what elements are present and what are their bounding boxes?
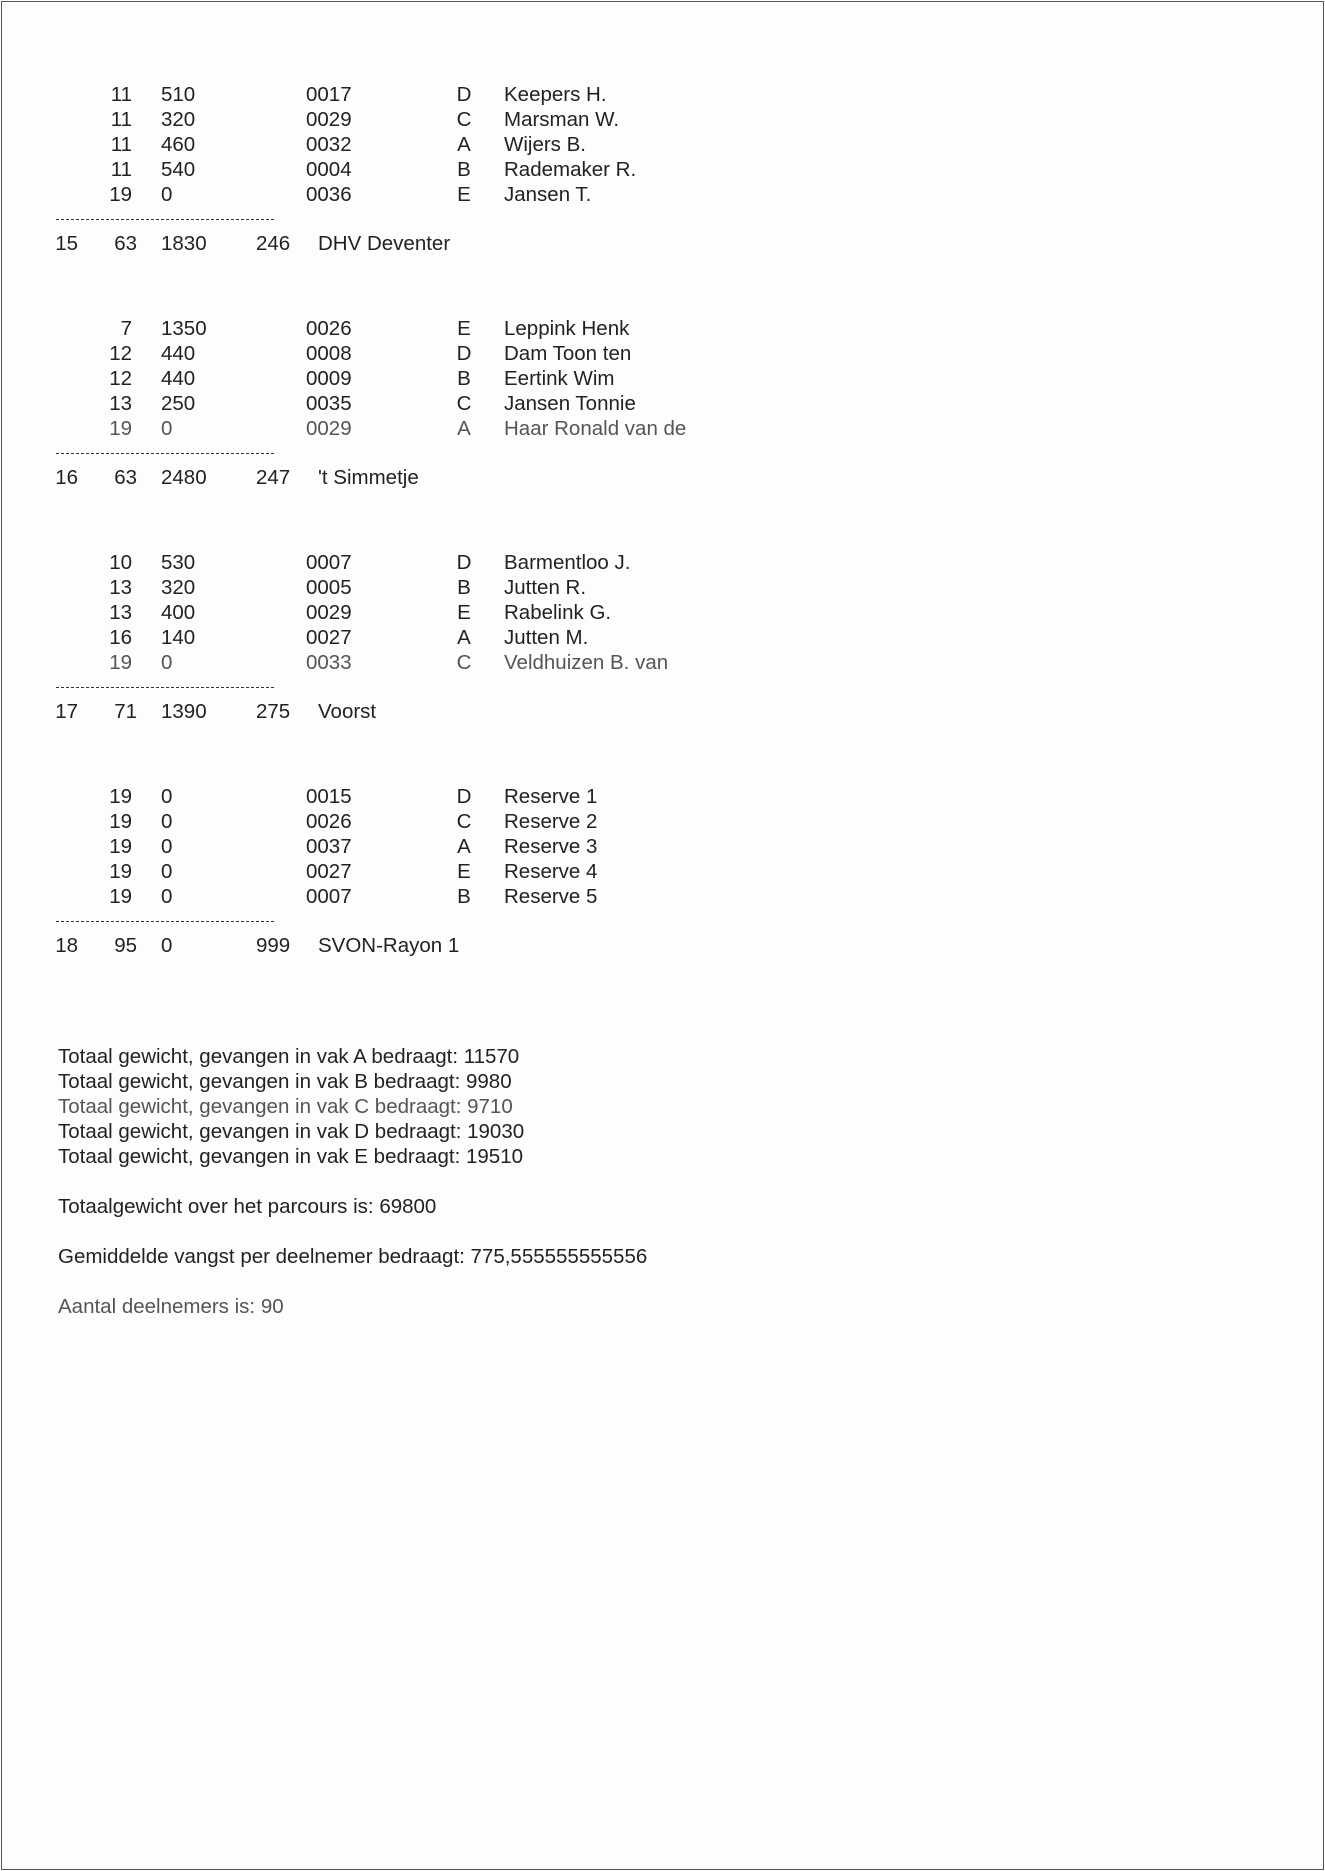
team-summary bbox=[2, 698, 902, 726]
member-place: 19 bbox=[109, 785, 132, 808]
member-vak: E bbox=[457, 183, 471, 206]
member-place: 12 bbox=[109, 342, 132, 365]
team-weight: 1390 bbox=[161, 700, 207, 723]
member-place: 19 bbox=[109, 183, 132, 206]
team-weight: 1830 bbox=[161, 232, 207, 255]
spacer bbox=[58, 1169, 647, 1194]
member-weight: 460 bbox=[161, 133, 196, 156]
team-name: 't Simmetje bbox=[318, 466, 419, 489]
team-code: 246 bbox=[256, 232, 291, 255]
member-row bbox=[2, 316, 902, 341]
member-vak: D bbox=[456, 342, 472, 365]
member-weight: 440 bbox=[161, 342, 196, 365]
member-row bbox=[2, 341, 902, 366]
team-summary bbox=[2, 230, 902, 258]
member-weight: 0 bbox=[161, 651, 173, 674]
member-weight: 1350 bbox=[161, 317, 207, 340]
team-divider bbox=[56, 921, 274, 922]
member-place: 19 bbox=[109, 885, 132, 908]
member-place: 19 bbox=[109, 417, 132, 440]
vak-total-e: Totaal gewicht, gevangen in vak E bedraagt: 19510 bbox=[58, 1145, 523, 1168]
member-name: Jutten M. bbox=[504, 626, 589, 649]
member-row bbox=[2, 182, 902, 207]
member-vak: B bbox=[457, 576, 471, 599]
member-name: Barmentloo J. bbox=[504, 551, 631, 574]
member-weight: 0 bbox=[161, 810, 173, 833]
team-points: 71 bbox=[114, 700, 137, 723]
member-number: 0007 bbox=[306, 885, 352, 908]
member-weight: 440 bbox=[161, 367, 196, 390]
team-block bbox=[2, 550, 902, 726]
member-number: 0035 bbox=[306, 392, 352, 415]
member-number: 0015 bbox=[306, 785, 352, 808]
team-name: Voorst bbox=[318, 700, 377, 723]
member-name: Jansen T. bbox=[504, 183, 592, 206]
team-points: 63 bbox=[114, 232, 137, 255]
member-number: 0004 bbox=[306, 158, 352, 181]
member-name: Reserve 1 bbox=[504, 785, 598, 808]
member-name: Reserve 5 bbox=[504, 885, 598, 908]
member-number: 0029 bbox=[306, 601, 352, 624]
team-rank: 17 bbox=[55, 700, 78, 723]
member-name: Reserve 4 bbox=[504, 860, 598, 883]
member-number: 0029 bbox=[306, 417, 352, 440]
member-name: Reserve 2 bbox=[504, 810, 598, 833]
member-vak: D bbox=[456, 551, 472, 574]
member-row bbox=[2, 859, 902, 884]
member-place: 13 bbox=[109, 601, 132, 624]
member-number: 0017 bbox=[306, 83, 352, 106]
member-place: 11 bbox=[110, 83, 132, 106]
member-weight: 250 bbox=[161, 392, 196, 415]
totals-section bbox=[58, 1044, 647, 1319]
team-rank: 16 bbox=[55, 466, 78, 489]
member-name: Jansen Tonnie bbox=[504, 392, 636, 415]
vak-total-c: Totaal gewicht, gevangen in vak C bedraagt: 9710 bbox=[58, 1095, 513, 1118]
member-row bbox=[2, 157, 902, 182]
member-name: Keepers H. bbox=[504, 83, 607, 106]
member-place: 11 bbox=[110, 158, 132, 181]
team-weight: 2480 bbox=[161, 466, 207, 489]
member-number: 0008 bbox=[306, 342, 352, 365]
member-number: 0036 bbox=[306, 183, 352, 206]
member-weight: 400 bbox=[161, 601, 196, 624]
member-place: 16 bbox=[109, 626, 132, 649]
member-row bbox=[2, 82, 902, 107]
member-vak: E bbox=[457, 317, 471, 340]
team-rank: 15 bbox=[55, 232, 78, 255]
vak-total-b: Totaal gewicht, gevangen in vak B bedraagt: 9980 bbox=[58, 1070, 512, 1093]
member-place: 11 bbox=[110, 133, 132, 156]
member-place: 11 bbox=[110, 108, 132, 131]
member-weight: 320 bbox=[161, 576, 196, 599]
member-row bbox=[2, 884, 902, 909]
member-weight: 0 bbox=[161, 835, 173, 858]
member-row bbox=[2, 834, 902, 859]
member-vak: A bbox=[457, 835, 471, 858]
team-points: 63 bbox=[114, 466, 137, 489]
team-divider bbox=[56, 687, 274, 688]
team-rank: 18 bbox=[55, 934, 78, 957]
member-number: 0007 bbox=[306, 551, 352, 574]
member-vak: B bbox=[457, 885, 471, 908]
member-place: 19 bbox=[109, 810, 132, 833]
member-vak: C bbox=[456, 651, 472, 674]
member-number: 0027 bbox=[306, 626, 352, 649]
member-vak: E bbox=[457, 860, 471, 883]
member-name: Jutten R. bbox=[504, 576, 587, 599]
member-weight: 0 bbox=[161, 885, 173, 908]
member-row bbox=[2, 132, 902, 157]
member-number: 0027 bbox=[306, 860, 352, 883]
team-divider bbox=[56, 219, 274, 220]
member-name: Reserve 3 bbox=[504, 835, 598, 858]
member-number: 0033 bbox=[306, 651, 352, 674]
member-place: 7 bbox=[120, 317, 132, 340]
team-block bbox=[2, 784, 902, 960]
member-row bbox=[2, 809, 902, 834]
member-row bbox=[2, 107, 902, 132]
member-name: Wijers B. bbox=[504, 133, 586, 156]
member-weight: 510 bbox=[161, 83, 196, 106]
member-place: 10 bbox=[109, 551, 132, 574]
member-row bbox=[2, 550, 902, 575]
member-number: 0026 bbox=[306, 810, 352, 833]
member-weight: 0 bbox=[161, 417, 173, 440]
spacer bbox=[58, 1219, 647, 1244]
member-place: 13 bbox=[109, 576, 132, 599]
member-weight: 0 bbox=[161, 785, 173, 808]
team-code: 999 bbox=[256, 934, 291, 957]
member-row bbox=[2, 575, 902, 600]
member-vak: A bbox=[457, 417, 471, 440]
team-name: SVON-Rayon 1 bbox=[318, 934, 460, 957]
team-block bbox=[2, 316, 902, 492]
member-row bbox=[2, 391, 902, 416]
member-vak: A bbox=[457, 626, 471, 649]
member-vak: D bbox=[456, 785, 472, 808]
member-name: Marsman W. bbox=[504, 108, 620, 131]
member-vak: B bbox=[457, 367, 471, 390]
member-row bbox=[2, 366, 902, 391]
team-block bbox=[2, 82, 902, 258]
member-weight: 0 bbox=[161, 183, 173, 206]
member-name: Leppink Henk bbox=[504, 317, 630, 340]
team-divider bbox=[56, 453, 274, 454]
team-code: 247 bbox=[256, 466, 291, 489]
member-place: 19 bbox=[109, 860, 132, 883]
member-row bbox=[2, 784, 902, 809]
participant-count: Aantal deelnemers is: 90 bbox=[58, 1295, 284, 1318]
member-vak: E bbox=[457, 601, 471, 624]
team-results bbox=[2, 82, 902, 1018]
member-place: 12 bbox=[109, 367, 132, 390]
member-number: 0032 bbox=[306, 133, 352, 156]
member-weight: 320 bbox=[161, 108, 196, 131]
member-row bbox=[2, 625, 902, 650]
member-number: 0037 bbox=[306, 835, 352, 858]
team-name: DHV Deventer bbox=[318, 232, 451, 255]
member-name: Veldhuizen B. van bbox=[504, 651, 669, 674]
member-weight: 140 bbox=[161, 626, 196, 649]
spacer bbox=[58, 1269, 647, 1294]
member-vak: B bbox=[457, 158, 471, 181]
team-summary bbox=[2, 932, 902, 960]
member-vak: C bbox=[456, 392, 472, 415]
team-weight: 0 bbox=[161, 934, 173, 957]
member-weight: 530 bbox=[161, 551, 196, 574]
member-number: 0009 bbox=[306, 367, 352, 390]
team-code: 275 bbox=[256, 700, 291, 723]
member-vak: C bbox=[456, 108, 472, 131]
member-vak: C bbox=[456, 810, 472, 833]
results-page bbox=[1, 1, 1324, 1870]
member-place: 13 bbox=[109, 392, 132, 415]
member-vak: A bbox=[457, 133, 471, 156]
vak-total-d: Totaal gewicht, gevangen in vak D bedraagt: 19030 bbox=[58, 1120, 525, 1143]
member-name: Rabelink G. bbox=[504, 601, 612, 624]
total-weight: Totaalgewicht over het parcours is: 69800 bbox=[58, 1195, 437, 1218]
member-number: 0005 bbox=[306, 576, 352, 599]
member-weight: 0 bbox=[161, 860, 173, 883]
member-place: 19 bbox=[109, 651, 132, 674]
member-number: 0026 bbox=[306, 317, 352, 340]
member-name: Haar Ronald van de bbox=[504, 417, 687, 440]
member-name: Rademaker R. bbox=[504, 158, 637, 181]
member-row bbox=[2, 650, 902, 675]
average-catch: Gemiddelde vangst per deelnemer bedraagt: 775,555555555556 bbox=[58, 1245, 648, 1268]
member-place: 19 bbox=[109, 835, 132, 858]
vak-total-a: Totaal gewicht, gevangen in vak A bedraagt: 11570 bbox=[58, 1045, 520, 1068]
member-row bbox=[2, 416, 902, 441]
member-row bbox=[2, 600, 902, 625]
member-name: Dam Toon ten bbox=[504, 342, 632, 365]
team-points: 95 bbox=[114, 934, 137, 957]
member-name: Eertink Wim bbox=[504, 367, 615, 390]
team-summary bbox=[2, 464, 902, 492]
member-number: 0029 bbox=[306, 108, 352, 131]
member-vak: D bbox=[456, 83, 472, 106]
member-weight: 540 bbox=[161, 158, 196, 181]
